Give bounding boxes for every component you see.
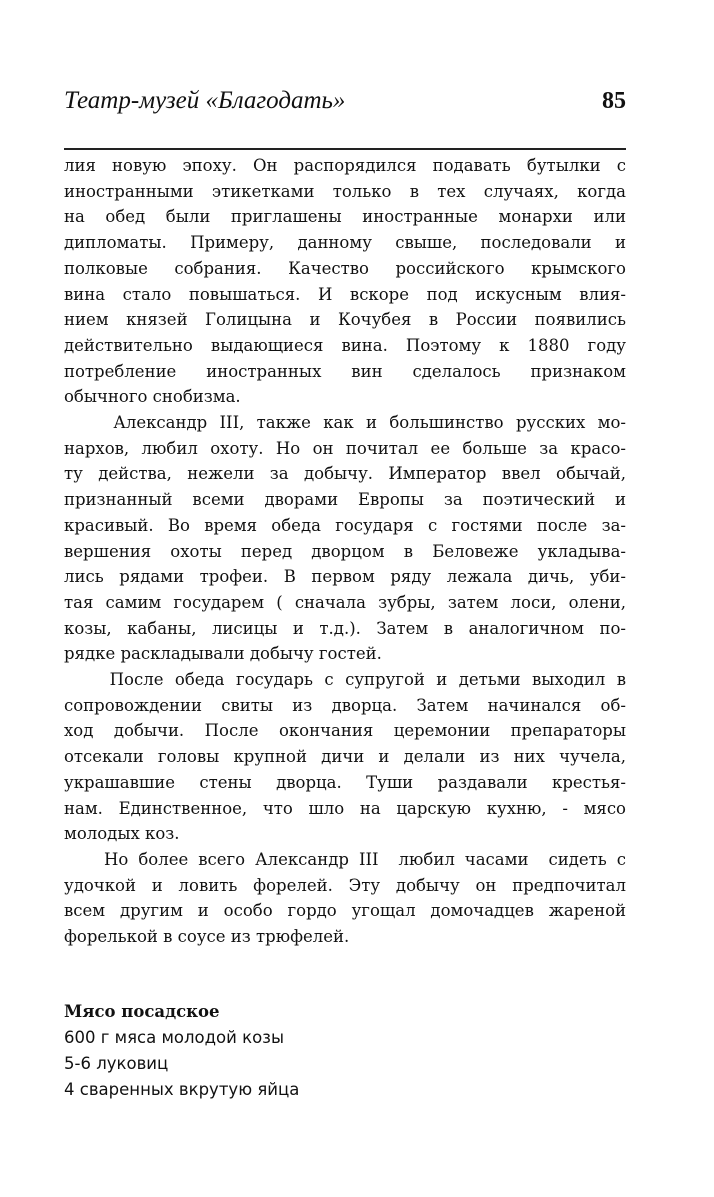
text-line: лия новую эпоху. Он распорядился подавать бутылки с xyxy=(64,156,626,175)
text-line: После обеда государь с супругой и детьми выходил в xyxy=(64,670,626,690)
text-line: красивый. Во время обеда государя с гостями после за- xyxy=(64,515,626,535)
text-line: нием князей Голицына и Кочубея в России появились xyxy=(64,310,626,330)
text-line: вина стало повышаться. И вскоре под искусным влия- xyxy=(64,284,626,304)
recipe-ingredient: 5-6 луковиц xyxy=(64,1054,169,1073)
text-line: украшавшие стены дворца. Туши раздавали крестья- xyxy=(64,772,626,792)
text-line: нам. Единственное, что шло на царскую кухню, - мясо xyxy=(64,798,626,818)
text-line: ход добычи. После окончания церемонии препараторы xyxy=(64,721,626,741)
text-line: вершения охоты перед дворцом в Беловеже укладыва- xyxy=(64,541,626,561)
paragraph-2 xyxy=(64,410,626,667)
text-line: отсекали головы крупной дичи и делали из них чучела, xyxy=(64,747,626,767)
running-head xyxy=(64,86,626,120)
recipe xyxy=(64,999,626,1103)
text-line: Александр III, также как и большинство русских мо- xyxy=(64,413,626,433)
running-title: Театр-музей «Благодать» xyxy=(64,87,346,114)
text-line: потребление иностранных вин сделалось признаком xyxy=(64,361,626,381)
text-line: Но более всего Александр III любил часами сидеть с xyxy=(64,849,626,869)
text-line: признанный всеми дворами Европы за поэтический и xyxy=(64,490,626,510)
recipe-title: Мясо посадское xyxy=(64,1002,220,1021)
text-line: рядке раскладывали добычу гостей. xyxy=(64,644,382,664)
text-line: сопровождении свиты из дворца. Затем начинался об- xyxy=(64,695,626,715)
text-line: молодых коз. xyxy=(64,824,180,844)
paragraph-1 xyxy=(64,153,626,410)
text-line: удочкой и ловить форелей. Эту добычу он предпочитал xyxy=(64,875,626,895)
paragraph-3 xyxy=(64,667,626,847)
body-text xyxy=(64,153,626,950)
text-line: действительно выдающиеся вина. Поэтому к 1880 году xyxy=(64,335,626,355)
text-line: козы, кабаны, лисицы и т.д.). Затем в аналогичном по- xyxy=(64,618,626,638)
text-line: дипломаты. Примеру, данному свыше, последовали и xyxy=(64,233,626,253)
recipe-ingredient: 4 сваренных вкрутую яйца xyxy=(64,1080,300,1099)
text-line: ту действа, нежели за добычу. Император ввел обычай, xyxy=(64,464,626,484)
text-line: лись рядами трофеи. В первом ряду лежала дичь, уби- xyxy=(64,567,626,587)
text-line: на обед были приглашены иностранные монархи или xyxy=(64,207,626,227)
header-rule xyxy=(64,148,626,150)
text-line: тая самим государем ( сначала зубры, затем лоси, олени, xyxy=(64,592,626,612)
recipe-ingredient: 600 г мяса молодой козы xyxy=(64,1028,284,1047)
page-number: 85 xyxy=(602,88,626,114)
text-line: обычного снобизма. xyxy=(64,387,241,407)
text-line: нархов, любил охоту. Но он почитал ее больше за красо- xyxy=(64,438,626,458)
paragraph-4 xyxy=(64,847,626,950)
text-line: всем другим и особо гордо угощал домочадцев жареной xyxy=(64,901,626,921)
text-line: иностранными этикетками только в тех случаях, когда xyxy=(64,181,626,201)
text-line: полковые собрания. Качество российского крымского xyxy=(64,258,626,278)
text-line: форелькой в соусе из трюфелей. xyxy=(64,927,350,947)
